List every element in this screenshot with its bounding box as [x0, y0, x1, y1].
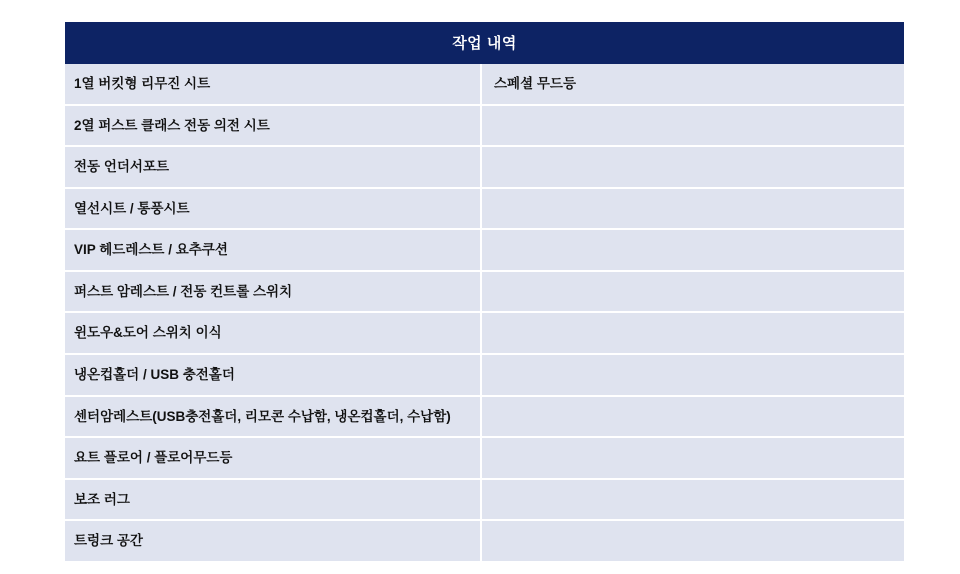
table-title-cell: 작업 내역 — [65, 22, 904, 64]
table-cell-left: 2열 퍼스트 클래스 전동 의전 시트 — [65, 105, 481, 147]
table-cell-right — [481, 520, 904, 561]
table-cell-left: VIP 헤드레스트 / 요추쿠션 — [65, 229, 481, 271]
table-cell-right — [481, 146, 904, 188]
table-cell-right — [481, 437, 904, 479]
table-row — [65, 188, 904, 230]
table-cell-right — [481, 396, 904, 438]
table-cell-left: 퍼스트 암레스트 / 전동 컨트롤 스위치 — [65, 271, 481, 313]
table-cell-left: 센터암레스트(USB충전홀더, 리모콘 수납함, 냉온컵홀더, 수납함) — [65, 396, 481, 438]
table-cell-left: 트렁크 공간 — [65, 520, 481, 561]
table-cell-left: 1열 버킷형 리무진 시트 — [65, 64, 481, 105]
table-cell-right — [481, 229, 904, 271]
table-cell-left: 윈도우&도어 스위치 이식 — [65, 312, 481, 354]
table-cell-left: 보조 러그 — [65, 479, 481, 521]
table-header-row — [65, 22, 904, 64]
table-header — [65, 22, 904, 64]
work-details-table-container — [65, 22, 904, 561]
table-cell-right — [481, 479, 904, 521]
table-cell-right — [481, 312, 904, 354]
table-row — [65, 312, 904, 354]
table-row — [65, 479, 904, 521]
table-row — [65, 396, 904, 438]
table-row — [65, 64, 904, 105]
table-cell-right — [481, 105, 904, 147]
table-row — [65, 229, 904, 271]
table-cell-right — [481, 188, 904, 230]
table-cell-right — [481, 354, 904, 396]
table-cell-right: 스페셜 무드등 — [481, 64, 904, 105]
table-row — [65, 146, 904, 188]
table-cell-left: 열선시트 / 통풍시트 — [65, 188, 481, 230]
table-body — [65, 64, 904, 561]
table-cell-left: 요트 플로어 / 플로어무드등 — [65, 437, 481, 479]
table-cell-left: 냉온컵홀더 / USB 충전홀더 — [65, 354, 481, 396]
table-cell-left: 전동 언더서포트 — [65, 146, 481, 188]
table-row — [65, 437, 904, 479]
table-row — [65, 354, 904, 396]
table-row — [65, 520, 904, 561]
table-cell-right — [481, 271, 904, 313]
table-row — [65, 271, 904, 313]
table-row — [65, 105, 904, 147]
work-details-table — [65, 22, 904, 561]
